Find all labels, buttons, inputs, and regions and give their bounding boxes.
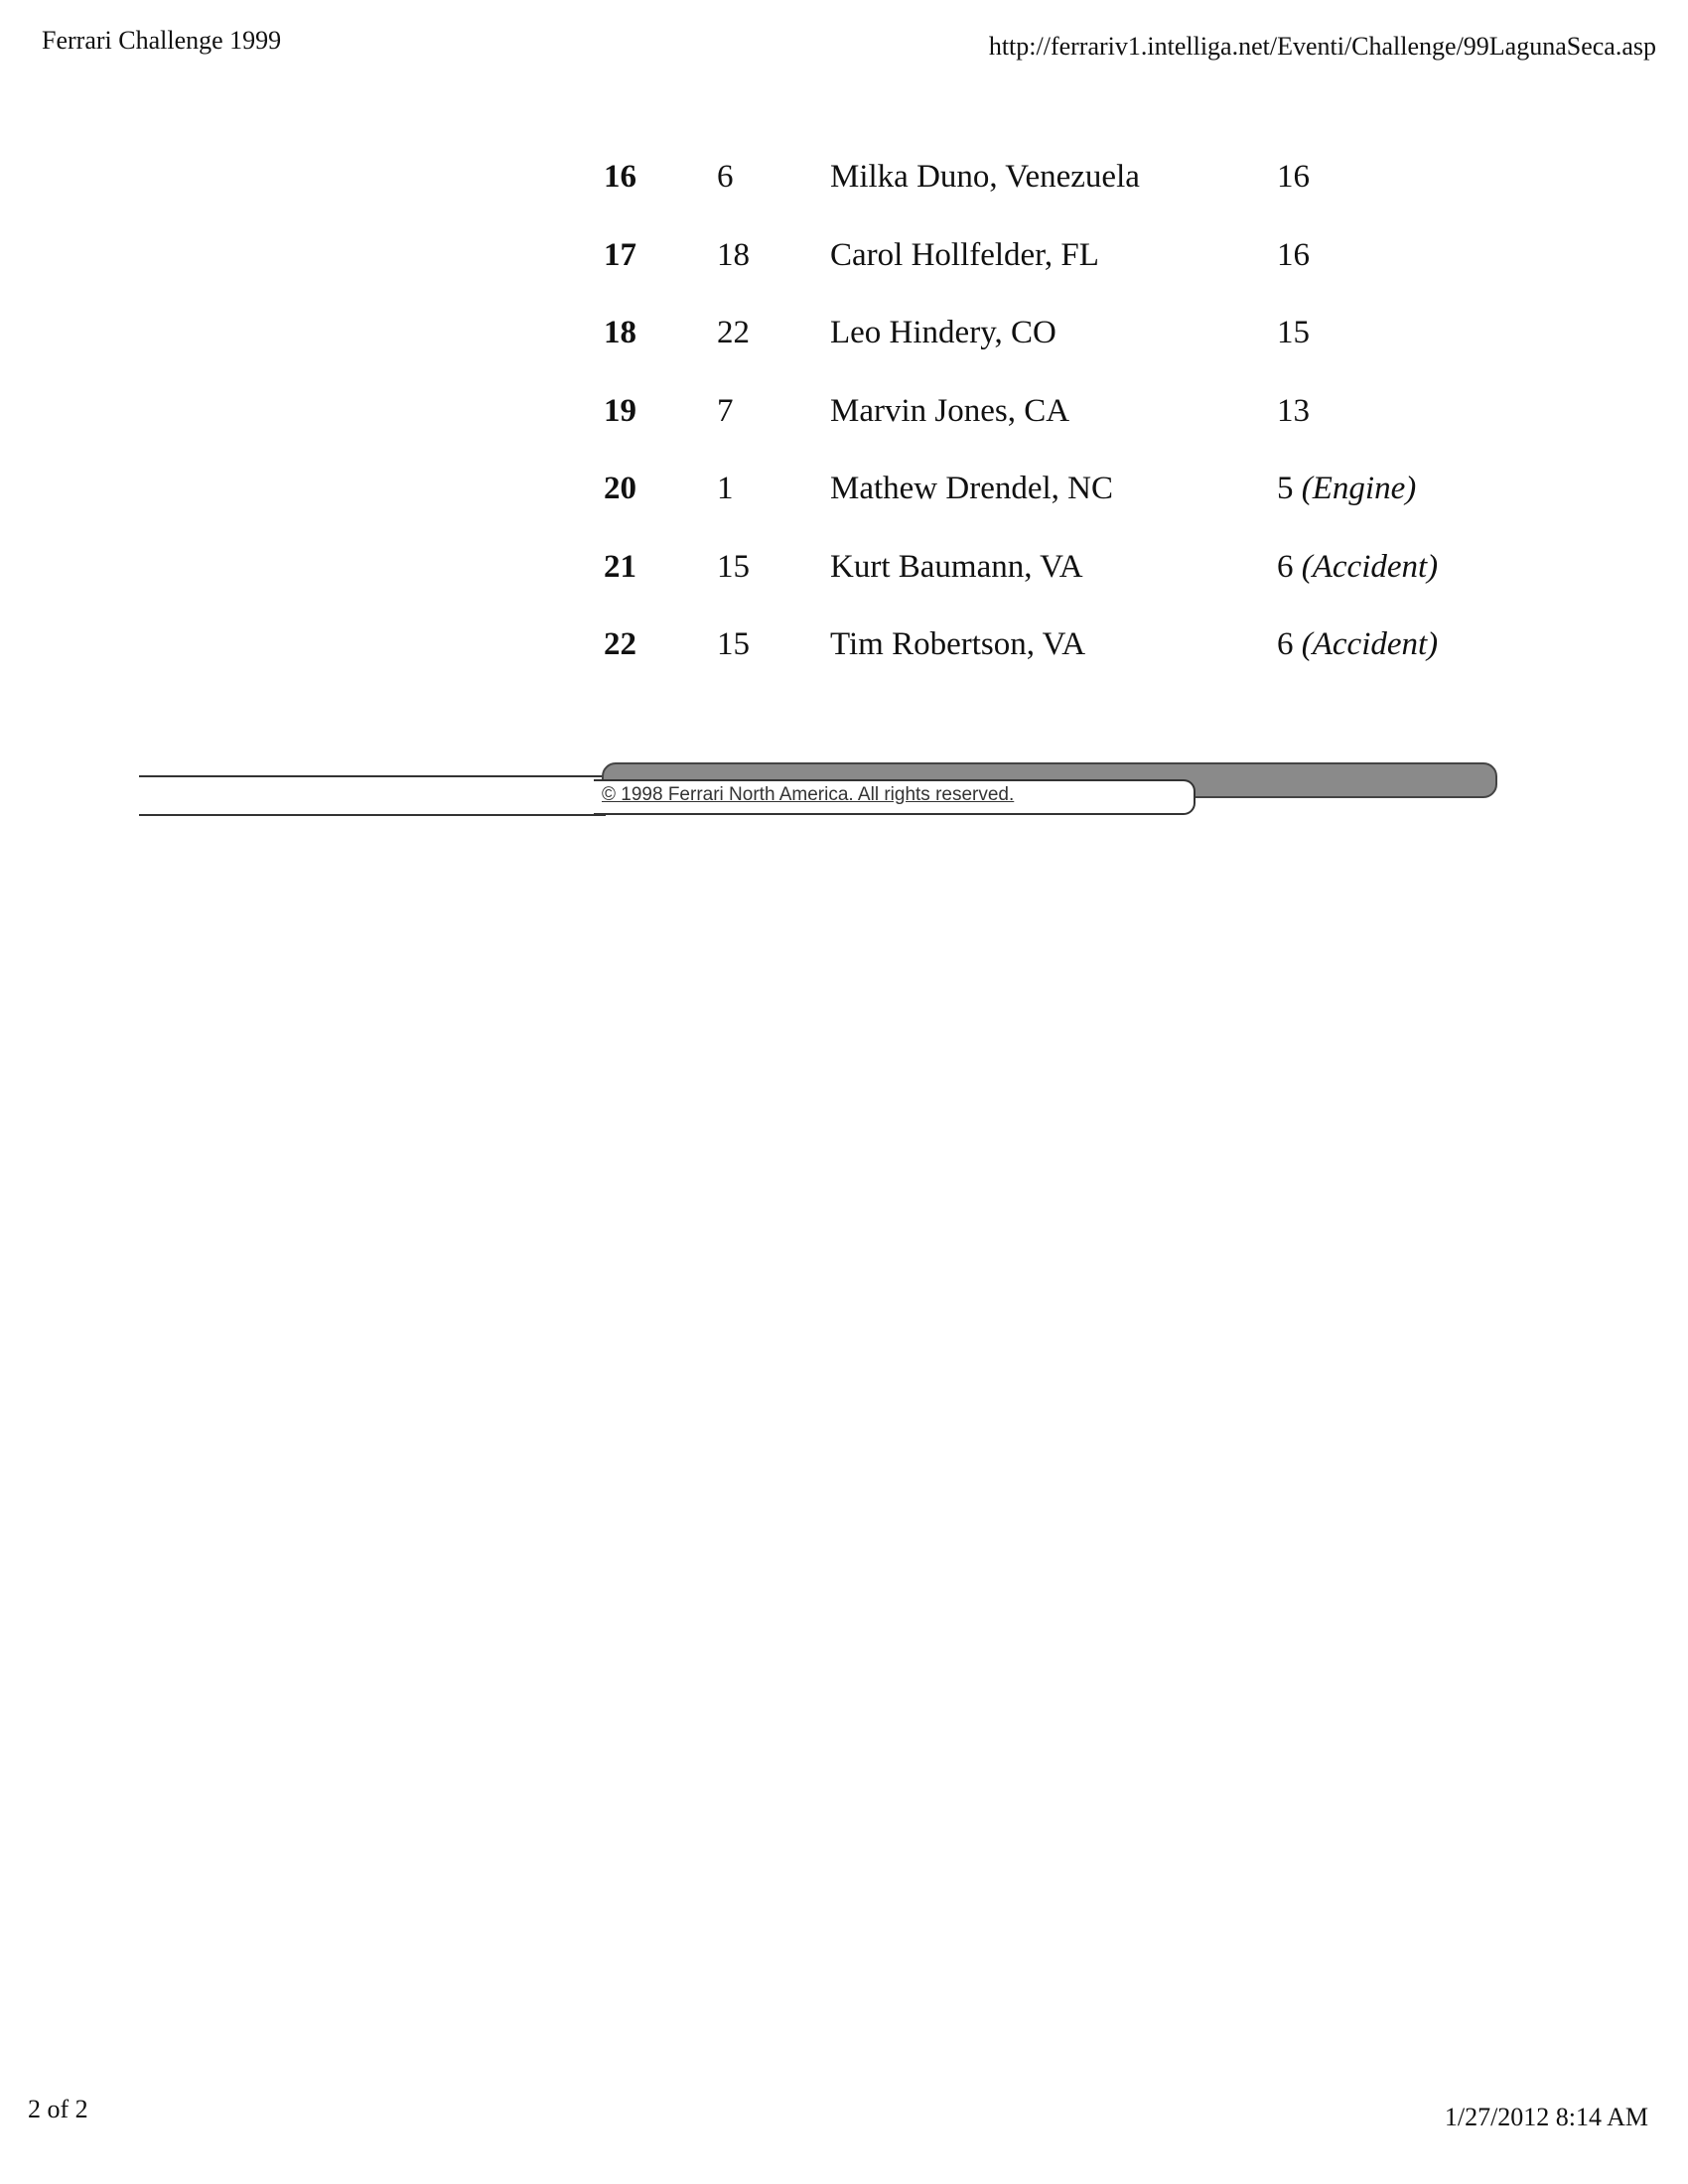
print-page-number: 2 of 2 bbox=[28, 2095, 88, 2123]
footer-rule-top bbox=[139, 775, 606, 777]
driver-cell: Kurt Baumann, VA bbox=[830, 548, 1083, 585]
car-number-cell: 15 bbox=[717, 626, 750, 662]
table-row bbox=[596, 315, 1470, 393]
retirement-reason: (Accident) bbox=[1301, 548, 1439, 585]
position-cell: 21 bbox=[604, 548, 636, 585]
car-number-cell: 6 bbox=[717, 159, 734, 195]
position-cell: 16 bbox=[604, 159, 636, 195]
laps-cell bbox=[1277, 237, 1310, 274]
position-cell: 17 bbox=[604, 236, 636, 273]
driver-cell: Tim Robertson, VA bbox=[830, 626, 1086, 662]
retirement-reason: (Accident) bbox=[1301, 626, 1439, 662]
laps-cell bbox=[1277, 626, 1438, 663]
table-row bbox=[596, 159, 1470, 237]
car-number-cell: 1 bbox=[717, 471, 734, 506]
footer-bar bbox=[139, 754, 1499, 844]
table-row bbox=[596, 471, 1470, 549]
laps-cell bbox=[1277, 549, 1438, 586]
laps-value: 6 bbox=[1277, 548, 1294, 585]
table-row bbox=[596, 549, 1470, 627]
car-number-cell: 7 bbox=[717, 392, 734, 429]
car-number-cell: 15 bbox=[717, 548, 750, 585]
table-row bbox=[596, 237, 1470, 316]
driver-cell: Marvin Jones, CA bbox=[830, 392, 1070, 429]
copyright-link[interactable]: © 1998 Ferrari North America. All rights reserved. bbox=[602, 784, 1015, 805]
position-cell: 22 bbox=[604, 626, 636, 662]
laps-value: 13 bbox=[1277, 392, 1310, 429]
driver-cell: Leo Hindery, CO bbox=[830, 315, 1056, 350]
driver-cell: Milka Duno, Venezuela bbox=[830, 159, 1140, 195]
position-cell: 20 bbox=[604, 471, 636, 506]
car-number-cell: 18 bbox=[717, 236, 750, 273]
driver-cell: Mathew Drendel, NC bbox=[830, 471, 1114, 506]
footer-rule-bottom bbox=[139, 814, 606, 816]
driver-cell: Carol Hollfelder, FL bbox=[830, 236, 1099, 273]
print-header-title: Ferrari Challenge 1999 bbox=[42, 26, 282, 55]
car-number-cell: 22 bbox=[717, 315, 750, 350]
laps-value: 16 bbox=[1277, 236, 1310, 273]
table-row bbox=[596, 626, 1470, 705]
position-cell: 19 bbox=[604, 392, 636, 429]
position-cell: 18 bbox=[604, 315, 636, 350]
laps-cell bbox=[1277, 159, 1310, 196]
table-row bbox=[596, 393, 1470, 472]
print-timestamp: 1/27/2012 8:14 AM bbox=[1444, 2103, 1648, 2131]
laps-value: 16 bbox=[1277, 159, 1310, 195]
laps-cell bbox=[1277, 393, 1310, 430]
race-results-table bbox=[596, 159, 1470, 705]
laps-cell bbox=[1277, 315, 1310, 351]
laps-value: 6 bbox=[1277, 626, 1294, 662]
retirement-reason: (Engine) bbox=[1301, 471, 1417, 506]
laps-cell bbox=[1277, 471, 1416, 507]
print-header-url: http://ferrariv1.intelliga.net/Eventi/Challenge/99LagunaSeca.asp bbox=[988, 32, 1656, 61]
laps-value: 15 bbox=[1277, 315, 1310, 350]
laps-value: 5 bbox=[1277, 471, 1294, 506]
